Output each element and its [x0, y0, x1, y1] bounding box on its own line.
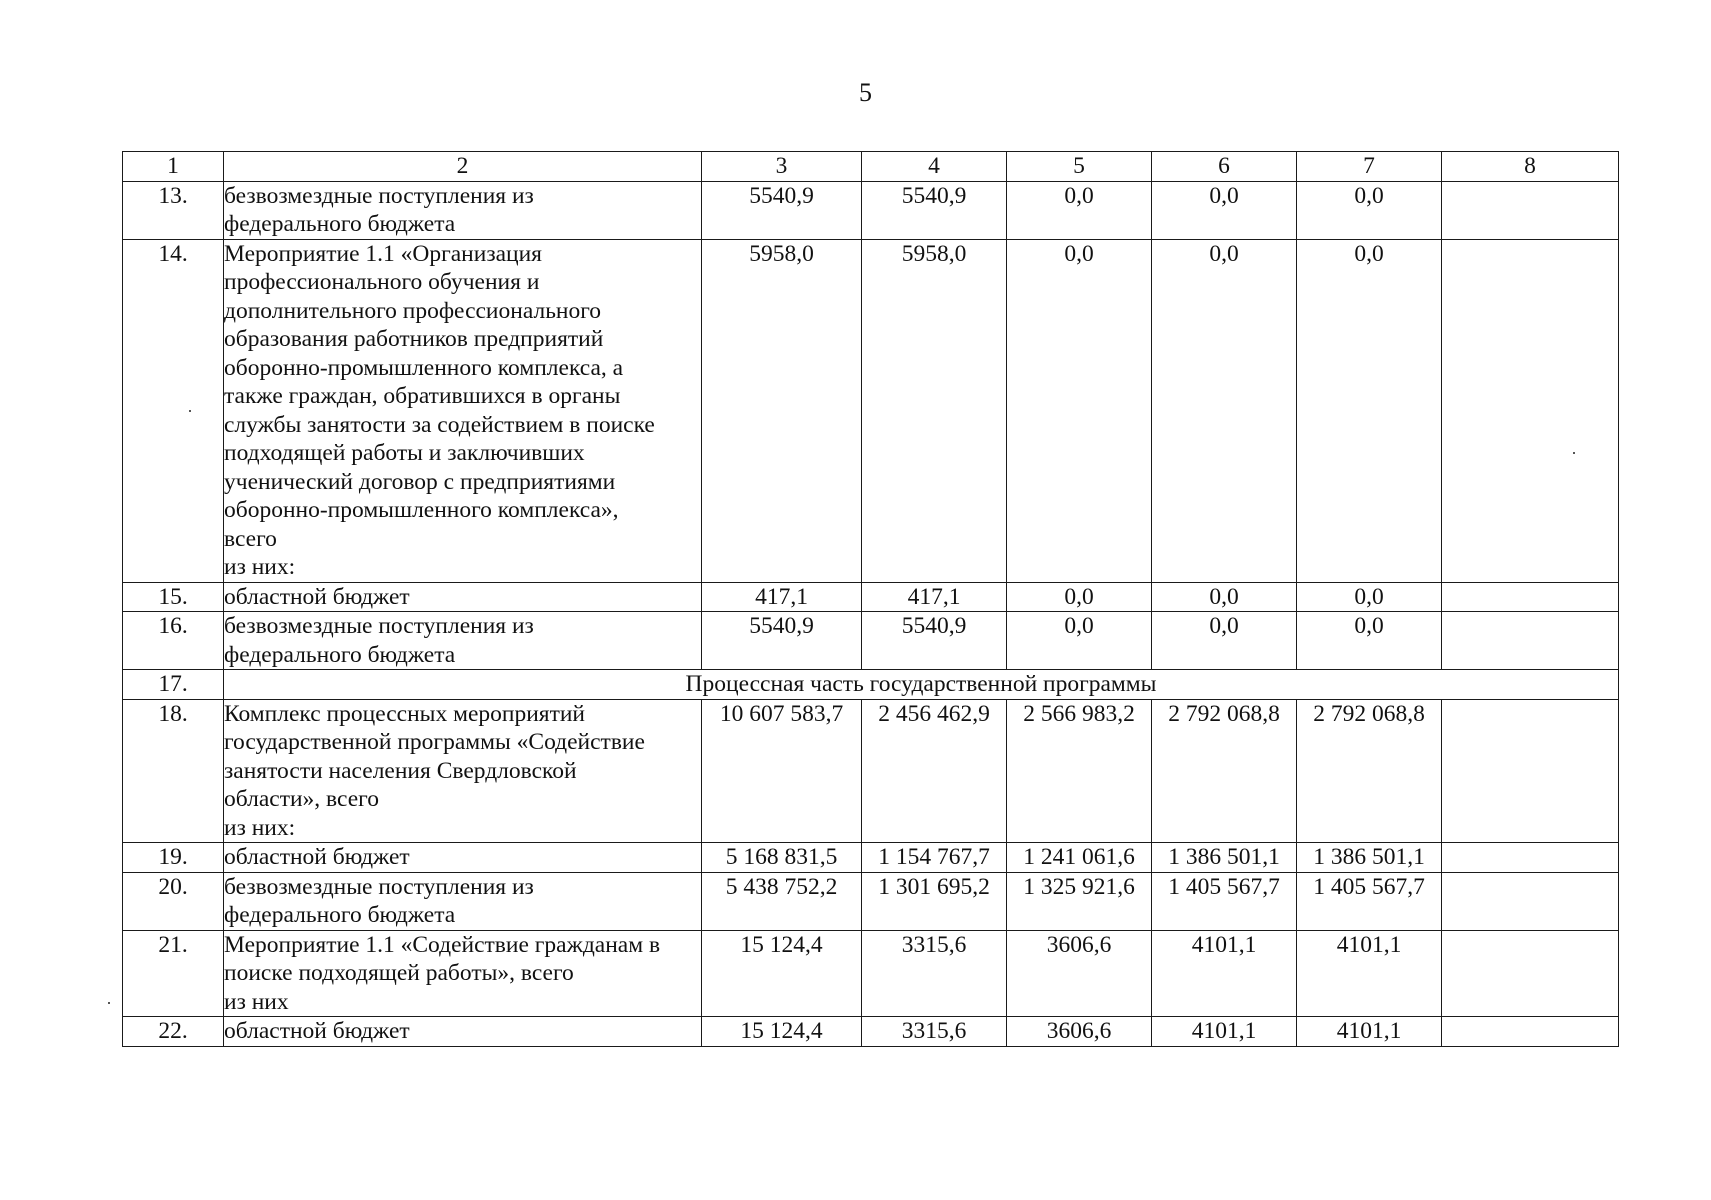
description-line: безвозмездные поступления из: [224, 873, 534, 900]
row-number: 18.: [123, 699, 224, 843]
value-col-8: [1442, 872, 1619, 930]
value-col-3: 5 168 831,5: [702, 843, 862, 873]
description-line: из них: [224, 988, 289, 1015]
value-col-3: 5540,9: [702, 612, 862, 670]
row-number: 19.: [123, 843, 224, 873]
description-line: оборонно-промышленного комплекса»,: [224, 497, 619, 523]
value-col-6: 1 405 567,7: [1152, 872, 1297, 930]
value-col-6: 2 792 068,8: [1152, 699, 1297, 843]
value-col-4: 2 456 462,9: [862, 699, 1007, 843]
table-row: [123, 843, 1619, 873]
value-col-5: 0,0: [1007, 582, 1152, 612]
value-col-7: 0,0: [1297, 582, 1442, 612]
description-line: оборонно-промышленного комплекса, а: [224, 354, 624, 381]
value-col-4: 1 301 695,2: [862, 872, 1007, 930]
row-number: 15.: [123, 582, 224, 612]
description-line: Комплекс процессных мероприятий: [224, 700, 586, 727]
description-line: подходящей работы и заключивших: [224, 440, 585, 466]
budget-table: [122, 151, 1619, 1047]
section-heading: Процессная часть государственной программы: [224, 670, 1619, 700]
value-col-7: 0,0: [1297, 181, 1442, 239]
description-line: областной бюджет: [224, 583, 410, 610]
value-col-5: 3606,6: [1007, 1017, 1152, 1047]
value-col-3: 5540,9: [702, 181, 862, 239]
table-row: [123, 582, 1619, 612]
description-line: из них:: [224, 554, 296, 580]
description-line: службы занятости за содействием в поиске: [224, 411, 655, 438]
description-line: федерального бюджета: [224, 902, 456, 928]
column-number-3: 3: [702, 152, 862, 182]
value-col-7: 1 386 501,1: [1297, 843, 1442, 873]
row-description: [224, 181, 702, 239]
description-line: государственной программы «Содействие: [224, 729, 645, 755]
scan-speck: [189, 410, 191, 412]
value-col-7: 2 792 068,8: [1297, 699, 1442, 843]
value-col-3: 10 607 583,7: [702, 699, 862, 843]
value-col-4: 3315,6: [862, 1017, 1007, 1047]
row-number: 17.: [123, 670, 224, 700]
value-col-7: 1 405 567,7: [1297, 872, 1442, 930]
value-col-3: 5 438 752,2: [702, 872, 862, 930]
table-row: [123, 670, 1619, 700]
row-number: 16.: [123, 612, 224, 670]
description-line: образования работников предприятий: [224, 326, 604, 352]
value-col-5: 0,0: [1007, 239, 1152, 582]
description-line: ученический договор с предприятиями: [224, 468, 616, 495]
description-line: всего: [224, 525, 277, 552]
value-col-5: 3606,6: [1007, 930, 1152, 1017]
description-line: дополнительного профессионального: [224, 297, 602, 324]
value-col-3: 417,1: [702, 582, 862, 612]
row-description: [224, 930, 702, 1017]
value-col-4: 5540,9: [862, 612, 1007, 670]
scan-speck: [108, 1002, 110, 1004]
column-number-2: 2: [224, 152, 702, 182]
value-col-8: [1442, 181, 1619, 239]
value-col-3: 15 124,4: [702, 1017, 862, 1047]
description-line: безвозмездные поступления из: [224, 613, 534, 639]
value-col-8: [1442, 843, 1619, 873]
row-description: [224, 699, 702, 843]
value-col-4: 5958,0: [862, 239, 1007, 582]
description-line: Мероприятие 1.1 «Организация: [224, 240, 542, 267]
description-line: занятости населения Свердловской: [224, 757, 577, 784]
description-line: безвозмездные поступления из: [224, 182, 534, 209]
value-col-6: 1 386 501,1: [1152, 843, 1297, 873]
column-number-4: 4: [862, 152, 1007, 182]
description-line: также граждан, обратившихся в органы: [224, 383, 621, 409]
value-col-4: 5540,9: [862, 181, 1007, 239]
description-line: областной бюджет: [224, 844, 410, 870]
value-col-6: 0,0: [1152, 239, 1297, 582]
value-col-5: 2 566 983,2: [1007, 699, 1152, 843]
table-row: [123, 239, 1619, 582]
scan-speck: [1573, 452, 1575, 454]
value-col-5: 0,0: [1007, 181, 1152, 239]
value-col-6: 0,0: [1152, 582, 1297, 612]
row-description: [224, 843, 702, 873]
table-row: [123, 612, 1619, 670]
value-col-6: 4101,1: [1152, 1017, 1297, 1047]
description-line: федерального бюджета: [224, 211, 456, 237]
value-col-8: [1442, 699, 1619, 843]
value-col-6: 4101,1: [1152, 930, 1297, 1017]
row-description: [224, 872, 702, 930]
value-col-3: 5958,0: [702, 239, 862, 582]
value-col-6: 0,0: [1152, 612, 1297, 670]
description-line: поиске подходящей работы», всего: [224, 960, 574, 986]
value-col-8: [1442, 1017, 1619, 1047]
description-line: федерального бюджета: [224, 641, 456, 668]
row-number: 21.: [123, 930, 224, 1017]
value-col-8: [1442, 930, 1619, 1017]
page-number: 5: [859, 78, 872, 107]
value-col-5: 1 241 061,6: [1007, 843, 1152, 873]
column-number-5: 5: [1007, 152, 1152, 182]
value-col-3: 15 124,4: [702, 930, 862, 1017]
table-row: [123, 872, 1619, 930]
value-col-7: 0,0: [1297, 239, 1442, 582]
row-description: [224, 612, 702, 670]
table-row: [123, 699, 1619, 843]
table-header-row: [123, 152, 1619, 182]
value-col-7: 4101,1: [1297, 1017, 1442, 1047]
description-line: областной бюджет: [224, 1018, 410, 1044]
value-col-7: 4101,1: [1297, 930, 1442, 1017]
table-row: [123, 1017, 1619, 1047]
description-line: из них:: [224, 814, 296, 841]
value-col-4: 3315,6: [862, 930, 1007, 1017]
row-description: [224, 1017, 702, 1047]
column-number-7: 7: [1297, 152, 1442, 182]
column-number-8: 8: [1442, 152, 1619, 182]
value-col-4: 417,1: [862, 582, 1007, 612]
column-number-6: 6: [1152, 152, 1297, 182]
description-line: области», всего: [224, 786, 379, 812]
description-line: Мероприятие 1.1 «Содействие гражданам в: [224, 931, 661, 958]
row-description: [224, 239, 702, 582]
row-number: 20.: [123, 872, 224, 930]
value-col-8: [1442, 582, 1619, 612]
row-number: 13.: [123, 181, 224, 239]
table-row: [123, 930, 1619, 1017]
row-number: 22.: [123, 1017, 224, 1047]
value-col-5: 1 325 921,6: [1007, 872, 1152, 930]
value-col-8: [1442, 612, 1619, 670]
value-col-6: 0,0: [1152, 181, 1297, 239]
table-row: [123, 181, 1619, 239]
row-number: 14.: [123, 239, 224, 582]
value-col-7: 0,0: [1297, 612, 1442, 670]
row-description: [224, 582, 702, 612]
value-col-5: 0,0: [1007, 612, 1152, 670]
column-number-1: 1: [123, 152, 224, 182]
description-line: профессионального обучения и: [224, 269, 540, 295]
value-col-8: [1442, 239, 1619, 582]
value-col-4: 1 154 767,7: [862, 843, 1007, 873]
